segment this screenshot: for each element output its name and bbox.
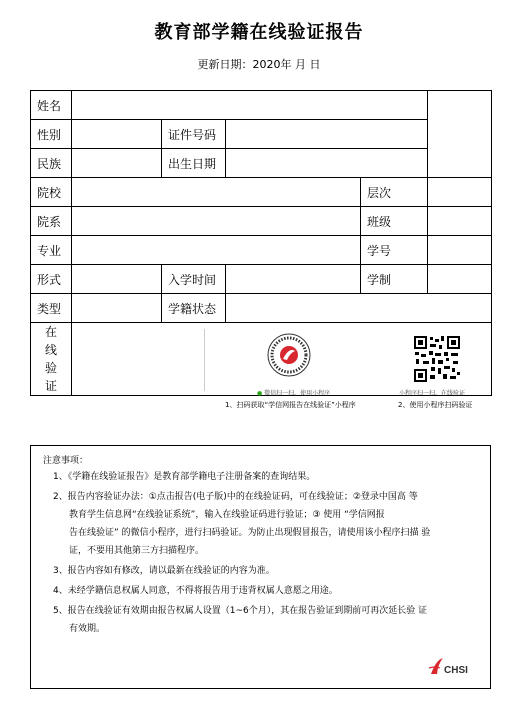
label-school: 院校 — [31, 178, 72, 207]
label-name: 姓名 — [31, 91, 72, 120]
value-name — [72, 91, 428, 120]
value-type — [72, 294, 162, 323]
mini-program-hint: 小程序扫一扫，在线验证 — [399, 390, 466, 397]
wechat-mini-program-code[interactable] — [267, 333, 311, 377]
label-class: 班级 — [361, 207, 428, 236]
note-2: 2、报告内容验证办法：①点击报告(电子版)中的在线验证码，可在线验证；②登录中国高 等 — [53, 492, 418, 502]
value-class — [428, 207, 492, 236]
report-title: 教育部学籍在线验证报告 — [154, 22, 364, 43]
wechat-icon: ● — [257, 390, 263, 397]
label-department: 院系 — [31, 207, 72, 236]
value-student-no — [428, 236, 492, 265]
value-ethnicity — [72, 149, 162, 178]
chsi-logo — [427, 654, 477, 676]
value-duration — [428, 265, 492, 294]
verify-cell — [72, 323, 492, 409]
note-5: 5、报告在线验证有效期由报告权属人设置（1~6个月），其在报告验证到期前可再次延长验 证 — [53, 606, 428, 616]
label-birth: 出生日期 — [162, 149, 226, 178]
note-5-line-2: 有效期。 — [69, 624, 106, 634]
wechat-hint: ● 微信扫一扫，使用小程序 — [257, 390, 331, 397]
update-date: 更新日期：2020年 月 日 — [197, 58, 321, 71]
value-level — [428, 178, 492, 207]
photo-box — [428, 91, 492, 178]
value-status — [226, 294, 492, 323]
notes-title: 注意事项： — [43, 456, 89, 466]
student-info-table — [30, 90, 492, 409]
label-ethnicity: 民族 — [31, 149, 72, 178]
label-student-no: 学号 — [361, 236, 428, 265]
note-2-line-4: 证，不要用其他第三方扫描程序。 — [69, 546, 205, 556]
value-form — [72, 265, 162, 294]
note-2-line-3: 告在线验证” 的微信小程序，进行扫码验证。为防止出现假冒报告，请使用该小程序扫描 验 — [69, 528, 431, 538]
value-major — [72, 236, 361, 265]
label-enroll-time: 入学时间 — [162, 265, 226, 294]
label-level: 层次 — [361, 178, 428, 207]
note-3: 3、报告内容如有修改，请以最新在线验证的内容为准。 — [53, 566, 275, 576]
value-id-no — [226, 120, 428, 149]
value-gender — [72, 120, 162, 149]
label-type: 类型 — [31, 294, 72, 323]
value-school — [72, 178, 361, 207]
label-duration: 学制 — [361, 265, 428, 294]
label-online-verify: 在 线 验 证 — [31, 323, 72, 396]
label-gender: 性别 — [31, 120, 72, 149]
note-2-line-2: 教育学生信息网“在线验证系统”，输入在线验证码进行验证；③ 使用 “学信网报 — [69, 510, 385, 520]
note-4: 4、未经学籍信息权属人同意，不得将报告用于违背权属人意愿之用途。 — [53, 586, 338, 596]
verify-panel — [204, 329, 485, 409]
qr-code-icon[interactable] — [413, 335, 461, 383]
step-2-text: 2、使用小程序扫码验证 — [398, 401, 473, 409]
value-department — [72, 207, 361, 236]
value-enroll-time — [226, 265, 361, 294]
label-status: 学籍状态 — [162, 294, 226, 323]
svg-text:CHSI: CHSI — [444, 665, 468, 676]
label-id-no: 证件号码 — [162, 120, 226, 149]
notes-section — [30, 445, 491, 689]
label-form: 形式 — [31, 265, 72, 294]
note-1: 1、《学籍在线验证报告》是教育部学籍电子注册备案的查询结果。 — [53, 472, 316, 482]
step-1-text: 1、扫码获取“学信网报告在线验证”小程序 — [225, 401, 356, 409]
value-birth — [226, 149, 428, 178]
label-major: 专业 — [31, 236, 72, 265]
